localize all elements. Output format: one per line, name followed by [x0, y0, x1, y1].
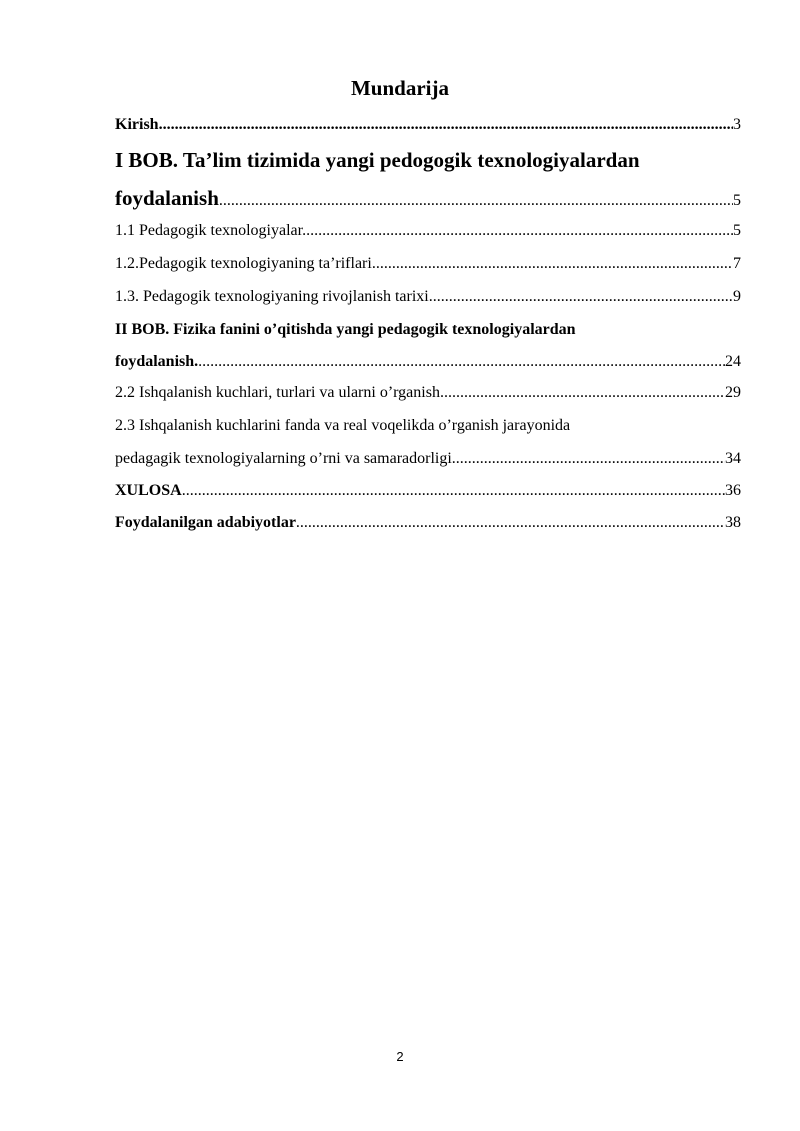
toc-entry-kirish	[115, 114, 741, 136]
page-title: Mundarija	[350, 76, 449, 100]
toc-entry-2-3-title: 2.3 Ishqalanish kuchlarini fanda va real voqelikda o’rganish jarayonida	[115, 417, 571, 434]
toc-leader	[159, 114, 733, 136]
page-number: 2	[396, 1049, 404, 1064]
toc-leader	[219, 187, 733, 212]
toc-label: 1.2.Pedagogik texnologiyaning ta’riflari	[115, 255, 372, 272]
toc-entry-bob2-title: II BOB. Fizika fanini o’qitishda yangi pedagogik texnologiyalardan	[115, 321, 576, 338]
toc-label: Kirish	[115, 116, 159, 133]
toc-page: 38	[725, 514, 741, 531]
toc-leader	[296, 512, 725, 534]
toc-page: 9	[733, 288, 741, 305]
toc-label: 1.3. Pedagogik texnologiyaning rivojlanish tarixi	[115, 288, 429, 305]
toc-page: 29	[725, 384, 741, 401]
toc-entry-xulosa	[115, 480, 741, 502]
toc-label: 2.2 Ishqalanish kuchlari, turlari va ularni o’rganish	[115, 384, 440, 401]
toc-label: foydalanish	[115, 186, 219, 210]
toc-label: 1.1 Pedagogik texnologiyalar.	[115, 222, 307, 239]
toc-entry-2-2	[115, 382, 741, 404]
toc-entry-adabiyotlar	[115, 512, 741, 534]
toc-page: 3	[733, 116, 741, 133]
toc-entry-bob1	[115, 184, 741, 212]
toc-entry-bob1-title: I BOB. Ta’lim tizimida yangi pedogogik texnologiyalardan	[115, 148, 640, 172]
toc-leader	[372, 253, 733, 275]
toc-entry-1-3	[115, 286, 741, 308]
toc-page: 5	[733, 222, 741, 239]
toc-page: 36	[725, 482, 741, 499]
toc-label: Foydalanilgan adabiyotlar	[115, 514, 296, 531]
toc-leader	[429, 286, 733, 308]
toc-entry-bob2	[115, 351, 741, 373]
toc-label: pedagagik texnologiyalarning o’rni va samaradorligi	[115, 450, 452, 467]
toc-page: 24	[725, 353, 741, 370]
toc-leader	[440, 382, 725, 404]
toc-leader	[198, 351, 725, 373]
toc-page: 7	[733, 255, 741, 272]
toc-label: foydalanish.	[115, 353, 199, 370]
toc-entry-1-2	[115, 253, 741, 275]
toc-leader	[182, 480, 725, 502]
toc-page: 34	[725, 450, 741, 467]
toc-label: XULOSA	[115, 482, 182, 499]
toc-leader	[452, 448, 725, 470]
toc-entry-2-3	[115, 448, 741, 470]
toc-entry-1-1	[115, 220, 741, 242]
toc-leader	[306, 220, 733, 242]
toc-page: 5	[733, 192, 741, 209]
